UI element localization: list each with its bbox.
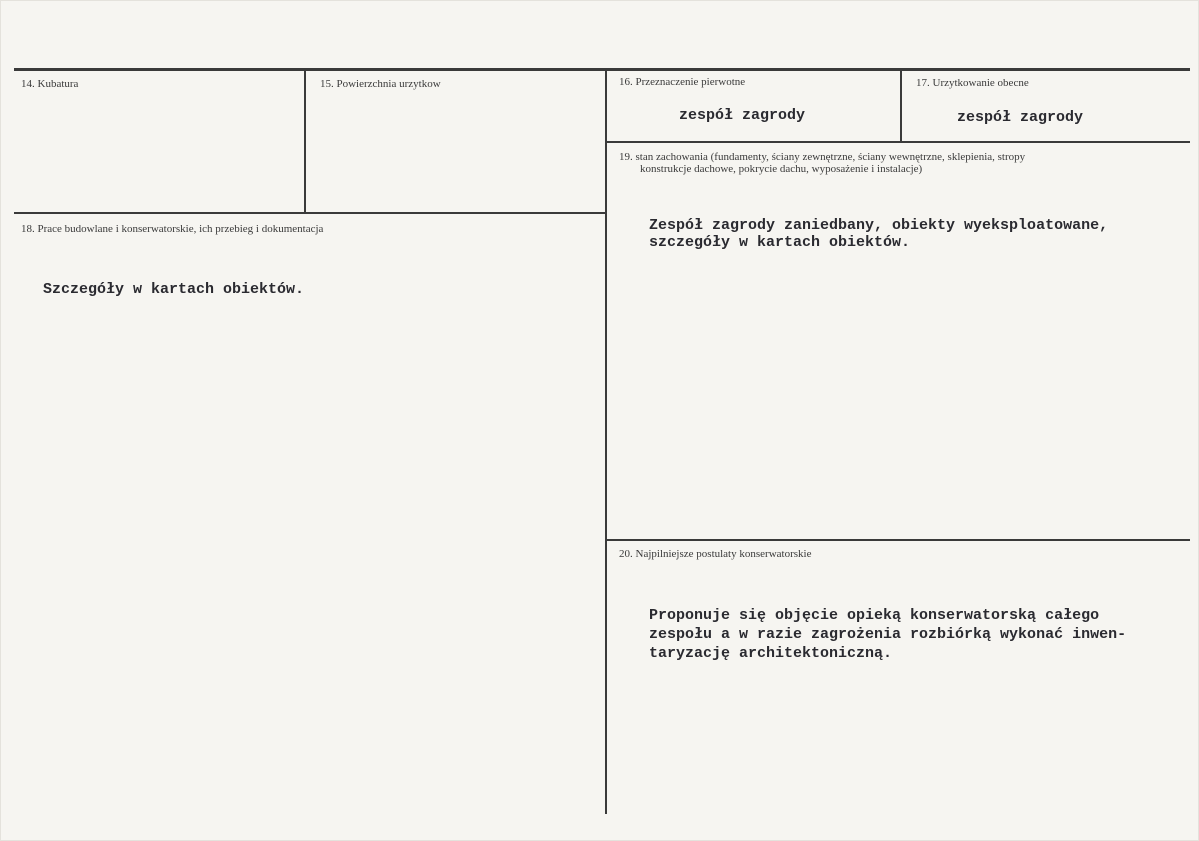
field-19-value-line1: Zespół zagrody zaniedbany, obiekty wyeksploatowane, [649,217,1109,234]
field-20-value-line1: Proponuje się objęcie opieką konserwatorską całego [649,607,1100,624]
field-19-label-line1: 19. stan zachowania (fundamenty, ściany zewnętrzne, ściany wewnętrzne, sklepienia, stropy [619,151,1026,163]
rule-above-20 [606,539,1190,541]
top-border-rule [14,68,1190,71]
field-18-value: Szczegóły w kartach obiektów. [43,281,305,298]
divider-16-17 [900,70,902,142]
main-column-divider [605,70,607,814]
field-17-value: zespół zagrody [957,109,1084,126]
field-18-label: 18. Prace budowlane i konserwatorskie, ich przebieg i dokumentacja [21,223,324,235]
rule-below-16-17 [606,141,1190,143]
divider-14-15 [304,70,306,213]
field-14-label: 14. Kubatura [21,78,79,90]
field-20-value-line2: zespołu a w razie zagrożenia rozbiórką wykonać inwen- [649,626,1127,643]
field-15-label: 15. Powierzchnia urzytkow [320,78,441,90]
rule-below-14-15 [14,212,606,214]
field-16-label: 16. Przeznaczenie pierwotne [619,76,746,88]
field-20-label: 20. Najpilniejsze postulaty konserwatorskie [619,548,812,560]
field-17-label: 17. Urzytkowanie obecne [916,77,1029,89]
field-16-value: zespół zagrody [679,107,806,124]
field-20-value-line3: taryzację architektoniczną. [649,645,893,662]
field-19-label-line2: konstrukcje dachowe, pokrycie dachu, wyposażenie i instalacje) [640,163,923,175]
field-19-value-line2: szczegóły w kartach obiektów. [649,234,911,251]
